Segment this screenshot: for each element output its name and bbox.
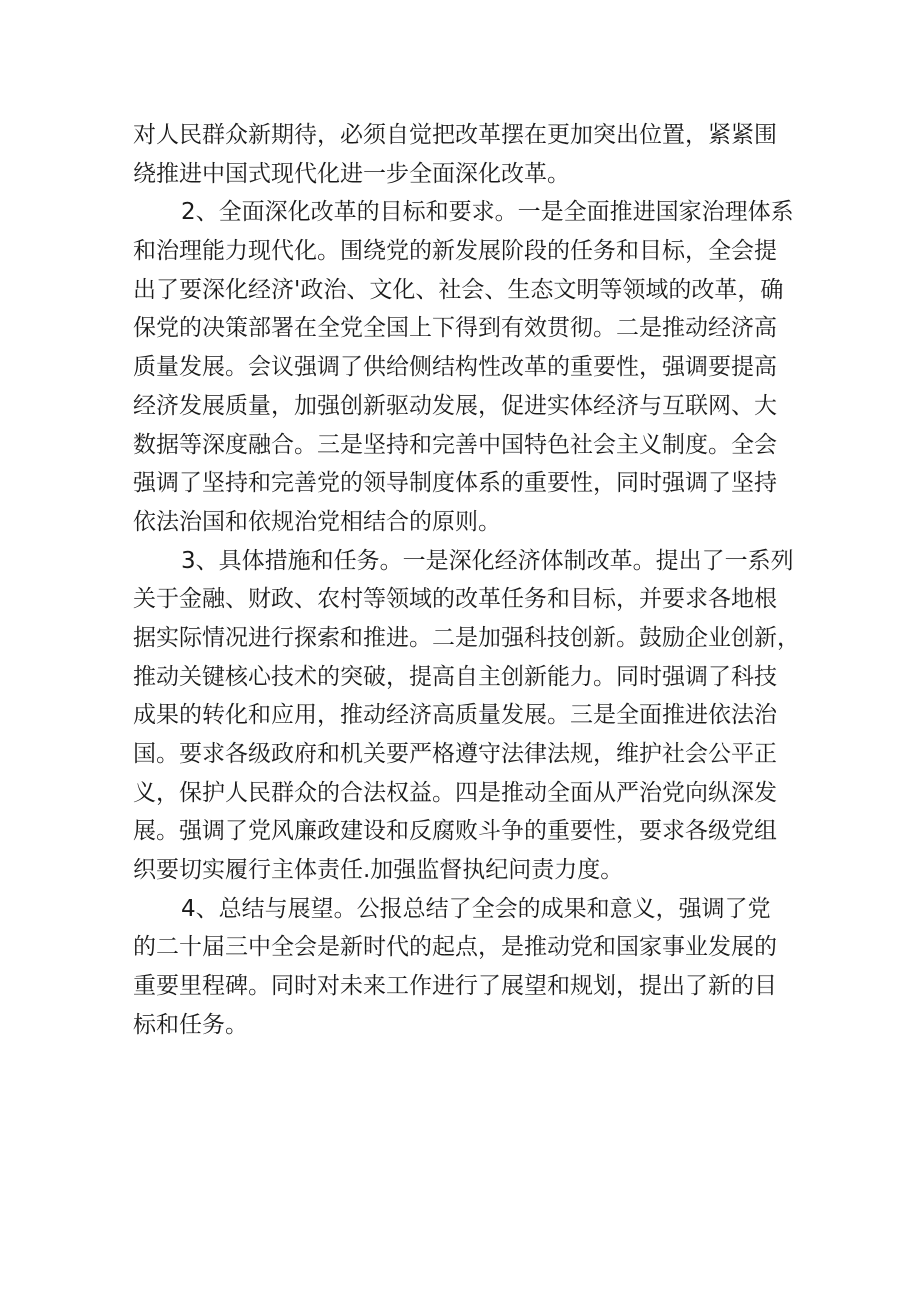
paragraph-3-start: 3、具体措施和任务。一是深化经济体制改革。提出了一系列 <box>181 547 794 574</box>
text-line: 数据等深度融合。三是坚持和完善中国特色社会主义制度。全会 <box>133 431 777 458</box>
text-line: 据实际情况进行探索和推进。二是加强科技创新。鼓励企业创新， <box>133 624 800 651</box>
text-line: 强调了坚持和完善党的领导制度体系的重要性，同时强调了坚持 <box>133 470 777 497</box>
text-line: 对人民群众新期待，必须自觉把改革摆在更加突出位置，紧紧围 <box>133 122 777 148</box>
text-line: 经济发展质量，加强创新驱动发展，促进实体经济与互联网、大 <box>133 392 777 419</box>
text-line: 的二十届三中全会是新时代的起点，是推动党和国家事业发展的 <box>133 934 777 961</box>
text-line: 成果的转化和应用，推动经济高质量发展。三是全面推进依法治 <box>133 702 777 729</box>
text-line: 和治理能力现代化。围绕党的新发展阶段的任务和目标，全会提 <box>133 238 777 265</box>
text-line: 标和任务。 <box>133 1011 248 1038</box>
document-body <box>133 116 805 1045</box>
paragraph-4-start: 4、总结与展望。公报总结了全会的成果和意义，强调了党 <box>181 895 771 922</box>
text-line: 国。要求各级政府和机关要严格遵守法律法规，维护社会公平正 <box>133 741 777 767</box>
paragraph-2-start: 2、全面深化改革的目标和要求。一是全面推进国家治理体系 <box>181 199 794 226</box>
text-line: 推动关键核心技术的突破，提高自主创新能力。同时强调了科技 <box>133 663 777 690</box>
text-line: 义，保护人民群众的合法权益。四是推动全面从严治党向纵深发 <box>133 779 777 806</box>
text-line: 关于金融、财政、农村等领域的改革任务和目标，并要求各地根 <box>133 586 777 613</box>
text-line: 保党的决策部署在全党全国上下得到有效贯彻。二是推动经济高 <box>133 315 777 342</box>
text-line: 依法治国和依规治党相结合的原则。 <box>133 508 501 535</box>
text-line: 绕推进中国式现代化进一步全面深化改革。 <box>133 160 570 187</box>
text-line: 展。强调了党风廉政建设和反腐败斗争的重要性，要求各级党组 <box>133 818 777 845</box>
text-line: 质量发展。会议强调了供给侧结构性改革的重要性，强调要提高 <box>133 354 777 381</box>
text-line: 重要里程碑。同时对未来工作进行了展望和规划，提出了新的目 <box>133 973 777 1000</box>
text-line: 织要切实履行主体责任.加强监督执纪问责力度。 <box>133 857 624 884</box>
text-line: 出了要深化经济'政治、文化、社会、生态文明等领域的改革，确 <box>133 276 784 303</box>
